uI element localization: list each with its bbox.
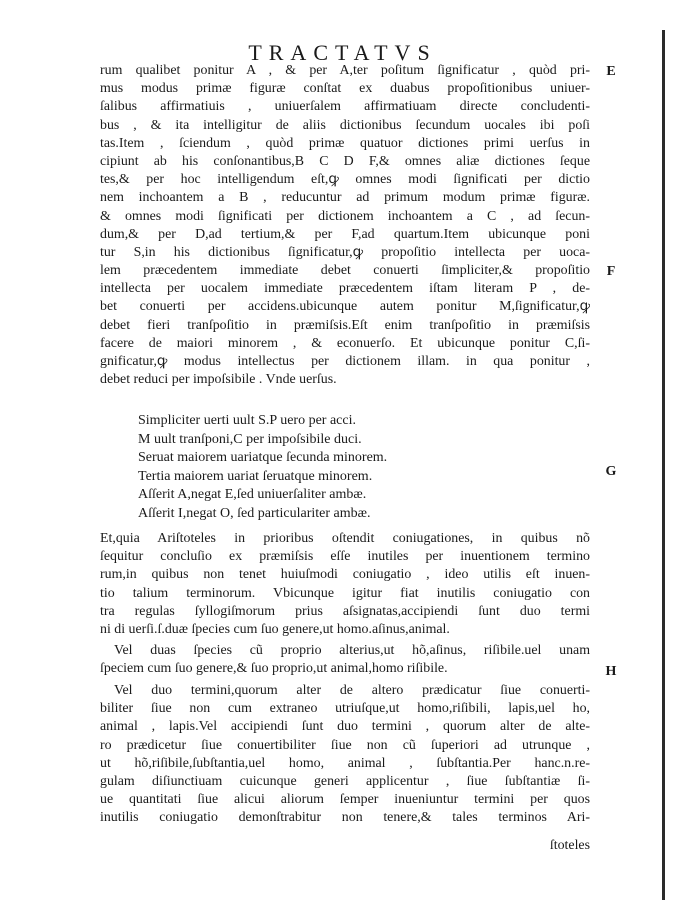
paragraph-3 [100, 642, 590, 678]
paragraph-2 [100, 530, 590, 639]
text-line: biliter ſiue non cum extraneo utriuſque,ut homo,riſibili, lapis,uel ho, [100, 701, 590, 717]
text-line: tas.Item , ſciendum , quòd primæ quatuor dictiones primi uerſus in [100, 135, 590, 151]
verse-block [138, 412, 578, 524]
text-line: tra regulas ſyllogiſmorum prius aſsignatas,accipiendi ſunt duo termi [100, 603, 590, 619]
text-line: ſpeciem cum ſuo genere,& ſuo proprio,ut animal,homo riſibile. [100, 661, 448, 677]
margin-letter-h: H [605, 664, 617, 679]
text-line: Vel duo termini,quorum alter de altero prædicatur ſiue conuerti- [114, 683, 590, 698]
margin-letter-e: E [606, 64, 616, 79]
text-line: rum,in quibus non tenet huiuſmodi coniugatio , ideo utilis eſt inuen- [100, 567, 590, 583]
text-line: dum,& per D,ad tertium,& per F,ad quartum.Item ubicunque poni [100, 226, 590, 242]
text-line: gulam diſiunctiuam cuicunque generi applicentur , ſiue ſubſtantiæ ſi- [100, 773, 590, 789]
text-line: cipiunt ab his conſonantibus,B C D F,& omnes aliæ dictiones ſeque [100, 153, 590, 169]
page-edge-shadow [662, 30, 665, 900]
margin-letter-f: F [606, 264, 616, 279]
text-line: ro prædicetur ſiue conuertibiliter ſiue non cũ ſuperiori ad utrunque , [100, 737, 590, 753]
text-line: tes,& per hoc intelligendum eſt,ꝙ omnes modi ſignificati per dictio [100, 172, 590, 188]
text-line: Vel duas ſpecies cũ proprio alterius,ut hõ,aſinus, riſibile.uel unam [114, 643, 590, 658]
text-line: tio talium terminorum. Vbicunque igitur fiat inutilis coniugatio con [100, 585, 590, 601]
running-head: TRACTATVS [248, 40, 437, 65]
verse-line: Simpliciter uerti uult S.P uero per acci. [138, 413, 356, 428]
text-line: bet conuerti per accidens.ubicunque autem ponitur M,ſignificatur,ꝙ [100, 299, 590, 315]
text-line: & omnes modi ſignificati per dictionem inchoantem a C , ad ſecun- [100, 208, 590, 224]
text-line: tur S,in his dictionibus ſignificatur,ꝙ propoſitio intellecta per uoca- [100, 244, 590, 260]
verse-line: Aſſerit I,negat O, ſed particulariter ambæ. [138, 505, 371, 521]
text-line: ſequitur concluſio ex præmiſsis eſſe inutiles per inuentionem termino [100, 549, 590, 565]
paragraph-1 [100, 62, 590, 389]
text-line: gnificatur,ꝙ modus intellectus per dictionem illam. in qua ponitur , [100, 354, 590, 369]
text-line: debet fieri tranſpoſitio in præmiſsis.Eſt enim tranſpoſitio in præmiſsis [100, 317, 590, 333]
verse-line: Tertia maiorem uariat ſeruatque minorem. [138, 468, 373, 484]
verse-line: Seruat maiorem uariatque ſecunda minorem. [138, 450, 388, 466]
text-line: ſalibus affirmatiuis , uniuerſalem affirmatiuam directe concludenti- [100, 99, 590, 115]
verse-line: Aſſerit A,negat E,ſed uniuerſaliter ambæ. [138, 487, 367, 503]
text-line: nem inchoantem a B , reducuntur ad primum modum primæ figuræ. [100, 190, 590, 206]
text-line: Et,quia Ariſtoteles in prioribus oſtendit coniugationes, in quibus nõ [100, 531, 590, 546]
text-line: animal , lapis.Vel accipiendi ſunt duo termini , quorum alter de alte- [100, 719, 590, 735]
margin-letter-g: G [605, 464, 617, 479]
text-line: bus , & ita intelligitur de aliis dictionibus ſecundum uocales ibi poſi [100, 117, 590, 133]
paragraph-4 [100, 682, 590, 828]
text-line: inutilis coniugatio demonſtrabitur non tenere,& tales terminos Ari- [100, 810, 590, 826]
text-line: ut hõ,riſibile,ſubſtantia,uel homo, animal , ſubſtantia.Per hanc.n.re- [100, 755, 590, 771]
text-line: lem præcedentem immediate debet conuerti ſimpliciter,& propoſitio [100, 263, 590, 279]
text-line: mus modus primæ figuræ conſtat ex duabus propoſitionibus uniuer- [100, 81, 590, 97]
text-line: debet reduci per impoſsibile . Vnde uerſus. [100, 372, 337, 388]
verse-line: M uult tranſponi,C per impoſsibile duci. [138, 431, 362, 447]
text-line: rum qualibet ponitur A , & per A,ter poſitum ſignificatur , quòd pri- [100, 63, 590, 78]
text-line: ue quantitati ſiue alicui aliorum ſemper inueniuntur termini per quos [100, 792, 590, 808]
text-line: ni di uerſi.ſ.duæ ſpecies cum ſuo genere,ut homo.aſinus,animal. [100, 621, 450, 637]
text-line: facere de maiori minorem , & econuerſo. Et ubicunque ponitur C,ſi- [100, 335, 590, 351]
text-line: intellecta per uocalem immediate præcedentem iſtam literam P , de- [100, 281, 590, 297]
catchword: ſtoteles [549, 838, 590, 853]
